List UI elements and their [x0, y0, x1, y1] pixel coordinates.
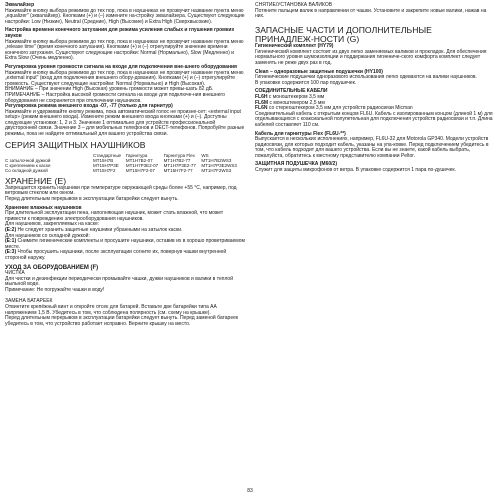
right-column	[255, 3, 493, 174]
table-header-cell: WS	[201, 152, 209, 158]
hygiene-kit-text: Гигиенический комплект состоит из двух легко заменяемых валиков и прокладок. Для обеспечения нормального уровня шумоизоляции и поддержания гигиениче-ского комфорта комплект следует заменять не реже двух раз в год.	[255, 48, 487, 66]
table-cell: MT15H7F2-07	[125, 168, 155, 174]
step-text: Не следует хранить защитные наушники убранными на затылок каски.	[17, 227, 183, 234]
table-cell: MT15H7P3E	[93, 163, 119, 169]
table-cell: MT15H7B	[93, 158, 114, 164]
storage-text: Запрещается хранить наушники при температуре окружающей среды более +55 °С, например, под ветровым стеклом или окном.	[5, 184, 237, 197]
table-cell: MT1H7P3E2WS3	[201, 163, 237, 169]
clean-pads-pack: В упаковке содержится 100 пар подушечек.	[255, 79, 357, 86]
step-text: Снимите гигиенические комплекты и просушите наушники, оставив их в хорошо проветриваемом месте.	[5, 238, 245, 250]
cable-label: FL6N	[255, 105, 268, 112]
table-cell: С креплением к каске	[5, 163, 51, 169]
table-header-cell: Гарнитура Flex	[163, 152, 195, 158]
table-cell: С затылочной дужкой	[5, 158, 51, 164]
external-input-title: Регулировка уровня громкости сигнала на входе для подключения вне-шнего оборудования	[5, 63, 237, 70]
external-input-remark: ПРИМЕЧАНИЕ – Настройка высокой громкости сигнала на входе для подключе-ния внешнего оборудования не сохраняется при отключении наушников.	[5, 91, 225, 104]
storage-step-e3	[5, 250, 245, 261]
table-header-cell: Стандартные	[93, 152, 122, 158]
care-note: Примечание: Не погружайте чашки в воду!	[5, 286, 105, 293]
cable-label: FL6H	[255, 93, 268, 100]
external-input-text: Нажимайте кнопку выбора режимов до тех пор, пока в наушниках не прозвучит название пункта меню „external input" (вход для подключения внешнего обору-дования). Кнопками (+) и (–) отрегулируйте громкость. Существуют следующие настройки: Normal (Нормально) и High (Высокая).	[5, 69, 244, 87]
step-label: (E:1)	[5, 238, 17, 245]
table-cell: MT15H7F2	[93, 168, 116, 174]
step-text: Чтобы просушить наушники, после эксплуатации согните их, повернув чашки внутренней стороной наружу.	[5, 249, 227, 261]
wet-storage-folding: Для наушников со складной дужкой:	[5, 232, 90, 239]
rollers-text: Потяните пальцем валик в направлении от чашки. Установите и закрепите новые валики, нажав на них.	[255, 7, 487, 20]
table-cell: MT1H7P3E2-07	[125, 163, 159, 169]
storage-text-2: Перед длительным перерывом в эксплуатации батарейки следует вынуть.	[5, 196, 179, 203]
release-time-text: Нажимайте кнопку выбора режимов до тех пор, пока в наушниках не прозвучит название пункта меню „release time" (время конечного затухания). Кнопками (+) и (–) отрегулируйте значение времени конечного затухания. Существуют следующие настройки: Normal (Нормально), Slow (Медленно) и Extra Slow (Очень медленно).	[5, 38, 244, 62]
series-heading: СЕРИЯ ЗАЩИТНЫХ НАУШНИКОВ	[5, 139, 146, 150]
external-mode-title: Регулировка режима внешнего входа -07, -77 (только для гарнитур)	[5, 103, 173, 110]
hygiene-kit-title: Гигиенический комплект (HY79)	[255, 43, 334, 50]
left-column	[5, 3, 245, 327]
cable-label: FL6M	[255, 99, 269, 106]
table-cell: MT1H7P3E2-77	[163, 163, 196, 169]
cables-title: СОЕДИНИТЕЛЬНЫЕ КАБЕЛИ	[255, 88, 328, 95]
cables-text: Соединительный кабель с открытым концом FL6U. Кабель с изолированным концом (длиной 1 м) для отделывающихся с коаксиальной полупетельная для подключения устройств радиосвязи и т.п. Длина кабелей составляет 110 см.	[255, 110, 493, 128]
battery-text-2: Перед длительным перерывом в эксплуатации батарейки следует вынуть. Перед заменой батареек убедитесь в том, что устройство работает исправно. Верните крышку на место.	[5, 315, 239, 327]
step-label: (E:2)	[5, 227, 17, 234]
cable-desc: со стереоштекером 3,5 мм для устройств радиосвязи Micman	[268, 105, 413, 112]
table-cell: MT1H7B2WS3	[201, 158, 232, 164]
flex-cable-title: Кабель для гарнитуры Flex (FL6U-**)	[255, 130, 346, 137]
release-time-title: Настройка времени конечного затухания для режима усиления слабых и глушения громких звуков	[5, 27, 235, 39]
clean-pads-title: Clean – одноразовые защитные подушечки (HY100)	[255, 68, 383, 75]
table-cell: MT1H7B2-07	[125, 158, 153, 164]
flex-cable-text: Выпускается в нескольких исполнениях, например, FL6U-32 для Motorola GP340. Модели устройств радиосвязи, для которых подходит кабель, указаны на упа-ковке. Перед подключением убедитесь в том, что кабель подходит для вашего устройства. Если вы не знаете, какой кабель выбрать, пожалуйста, обратитесь к местному представителю компании Peltor.	[255, 136, 489, 159]
rollers-title: СНЯТИЕ/УСТАНОВКА ВАЛИКОВ	[255, 2, 333, 8]
table-cell: Со складной дужкой	[5, 168, 48, 174]
wind-pad-title: ЗАЩИТНАЯ ПОДУШЕЧКА (M60/2)	[255, 161, 337, 168]
external-input-warning: ВНИМАНИЕ – При значении High (Высокая) уровень громкости может превы-шать 82 дБ.	[5, 86, 214, 93]
cable-desc: с моноштекером 2,5 мм	[269, 99, 325, 106]
external-mode-text: Нажимайте и удерживайте кнопку режима, пока автоматический голос не произне-сет: «external input setup» (режим внешнего входа). Измените режим внешнего входа кнопками (+) и (–). Доступны следующие установки: 1, 2 и 3. Значение 1 оптимально для устройств профессиональной двусторонней связи. Значение 3 – для мобильных телефонов и DECT-телефонов. Попробуйте разные режимы, пока не найдете оптимальный для вашего устройства связи.	[5, 108, 245, 138]
care-heading: УХОД ЗА ОБОРУДОВАНИЕМ (F)	[5, 264, 99, 271]
equalizer-text: Нажимайте кнопку выбора режимов до тех пор, пока в наушниках не прозвучит название пункта меню „equalizer" (эквалайзер). Кнопками (+) и (–) измените на-стройку эквалайзера. Существуют следующие настройки: Low (Низкие), Neutral (Средние), High (Высокие) и Extra High (Сверхвысокие).	[5, 7, 245, 25]
wind-pad-text: Служит для защиты микрофонов от ветра. В упаковке содержится 1 пара по-душечек.	[255, 167, 456, 174]
battery-heading: ЗАМЕНА БАТАРЕЕК	[5, 298, 53, 305]
models-table	[5, 153, 243, 174]
parts-heading: ЗАПАСНЫЕ ЧАСТИ И ДОПОЛНИТЕЛЬНЫЕ ПРИНАДЛЕЖ-НОСТИ (G)	[255, 24, 432, 44]
battery-text: Отвинтите крепёжный винт и откройте отсек для батарей. Вставьте две батарейки типа AA напряжением 1,5 В. Убедитесь в том, что соблюдена полярность (см. схему на крышке).	[5, 303, 217, 316]
step-label: (E:3)	[5, 249, 17, 256]
table-cell: MT1H7B2-77	[163, 158, 191, 164]
cable-desc: с моноштекером 3,5 мм	[268, 93, 325, 100]
table-cell: MT15H7F2-77	[163, 168, 193, 174]
clean-pads-text: Гигиенические подушечки одноразового использования легко одеваются на валики наушников.	[255, 74, 477, 81]
table-cell: MT1H7F2WS3	[201, 168, 232, 174]
equalizer-title: Эквалайзер	[5, 2, 35, 8]
storage-heading: ХРАНЕНИЕ (E)	[5, 175, 67, 186]
wet-storage-title: Хранение влажных наушников	[5, 204, 82, 211]
care-text: Для чистки и дезинфекции периодически промывайте чашки, дужки наушников и валики в теплой мыльной воде.	[5, 275, 233, 288]
care-subheading: ЧИСТКА	[5, 270, 25, 276]
table-header-cell: Гарнитура	[125, 152, 148, 158]
wet-storage-helmet: Для наушников, закрепляемых на каске:	[5, 221, 100, 228]
wet-storage-text: При длительной эксплуатации пена, наполняющая наушник, может стать влажной, что может привести к повреждению электрооборудования наушников.	[5, 210, 224, 222]
page-number: 83	[247, 488, 253, 494]
